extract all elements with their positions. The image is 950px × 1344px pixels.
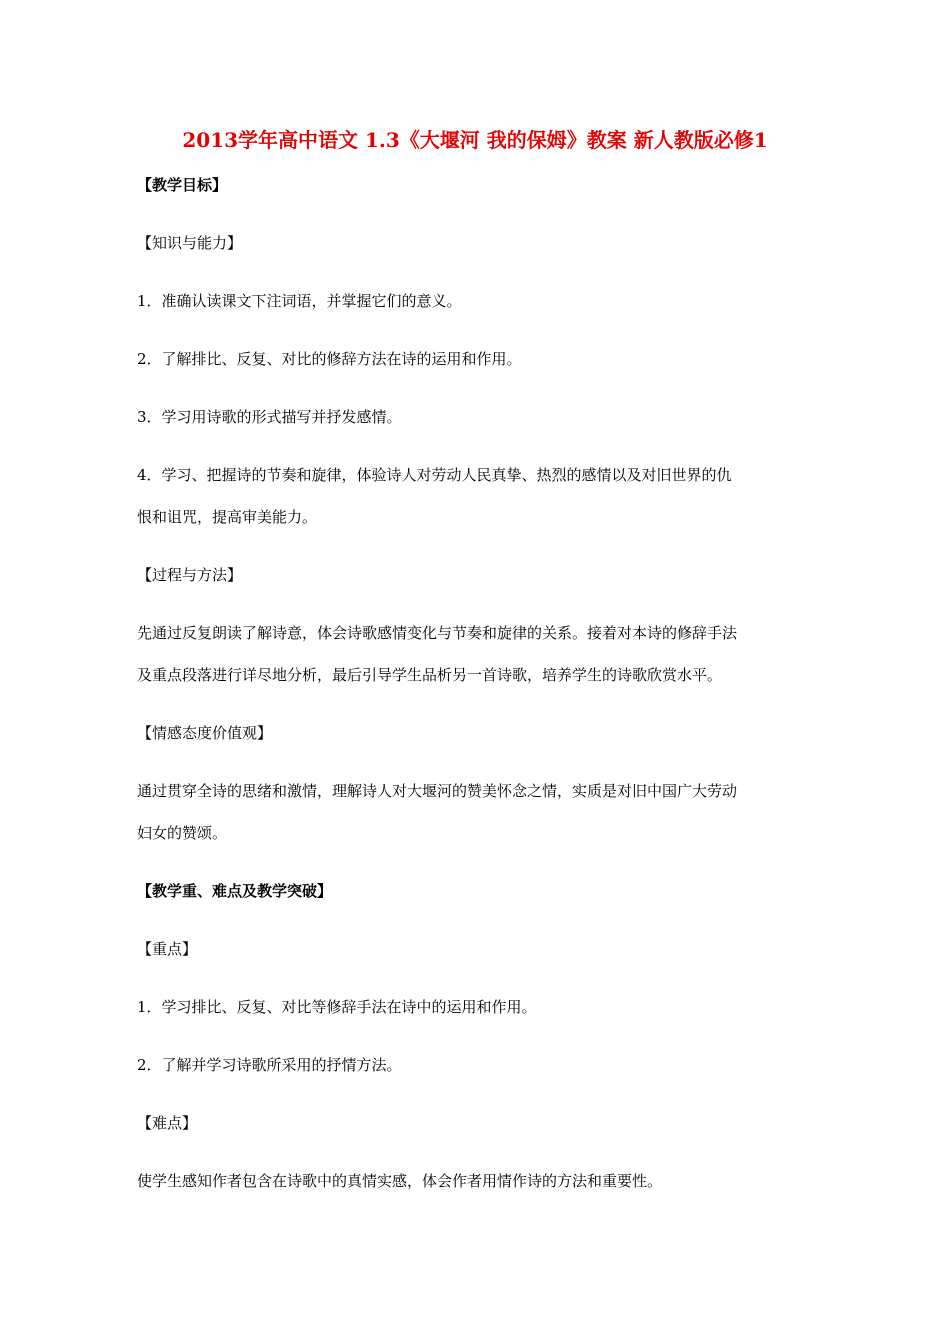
key-item-2: 2．了解并学习诗歌所采用的抒情方法。: [137, 1056, 402, 1074]
knowledge-item-4: 4．学习、把握诗的节奏和旋律，体验诗人对劳动人民真挚、热烈的感情以及对旧世界的仇: [137, 466, 732, 484]
process-text-line-2: 及重点段落进行详尽地分析，最后引导学生品析另一首诗歌，培养学生的诗歌欣赏水平。: [137, 666, 723, 684]
process-heading: 【过程与方法】: [137, 566, 243, 584]
difficult-heading: 【难点】: [137, 1114, 198, 1132]
emotion-text-line-2: 妇女的赞颂。: [137, 824, 228, 842]
knowledge-item-4-cont: 恨和诅咒，提高审美能力。: [137, 508, 318, 526]
knowledge-item-3: 3．学习用诗歌的形式描写并抒发感情。: [137, 408, 402, 426]
knowledge-item-1: 1．准确认读课文下注词语，并掌握它们的意义。: [137, 292, 462, 310]
difficult-text: 使学生感知作者包含在诗歌中的真情实感，体会作者用情作诗的方法和重要性。: [137, 1172, 663, 1190]
emotion-heading: 【情感态度价值观】: [137, 724, 273, 742]
teaching-goals-heading: 【教学目标】: [137, 176, 228, 194]
key-heading: 【重点】: [137, 940, 198, 958]
process-text-line-1: 先通过反复朗读了解诗意，体会诗歌感情变化与节奏和旋律的关系。接着对本诗的修辞手法: [137, 624, 738, 642]
key-difficult-heading: 【教学重、难点及教学突破】: [137, 882, 333, 900]
document-title: 2013学年高中语文 1.3《大堰河 我的保姆》教案 新人教版必修1: [182, 128, 768, 152]
key-item-1: 1．学习排比、反复、对比等修辞手法在诗中的运用和作用。: [137, 998, 537, 1016]
knowledge-heading: 【知识与能力】: [137, 234, 243, 252]
emotion-text-line-1: 通过贯穿全诗的思绪和激情，理解诗人对大堰河的赞美怀念之情，实质是对旧中国广大劳动: [137, 782, 738, 800]
knowledge-item-2: 2．了解排比、反复、对比的修辞方法在诗的运用和作用。: [137, 350, 522, 368]
